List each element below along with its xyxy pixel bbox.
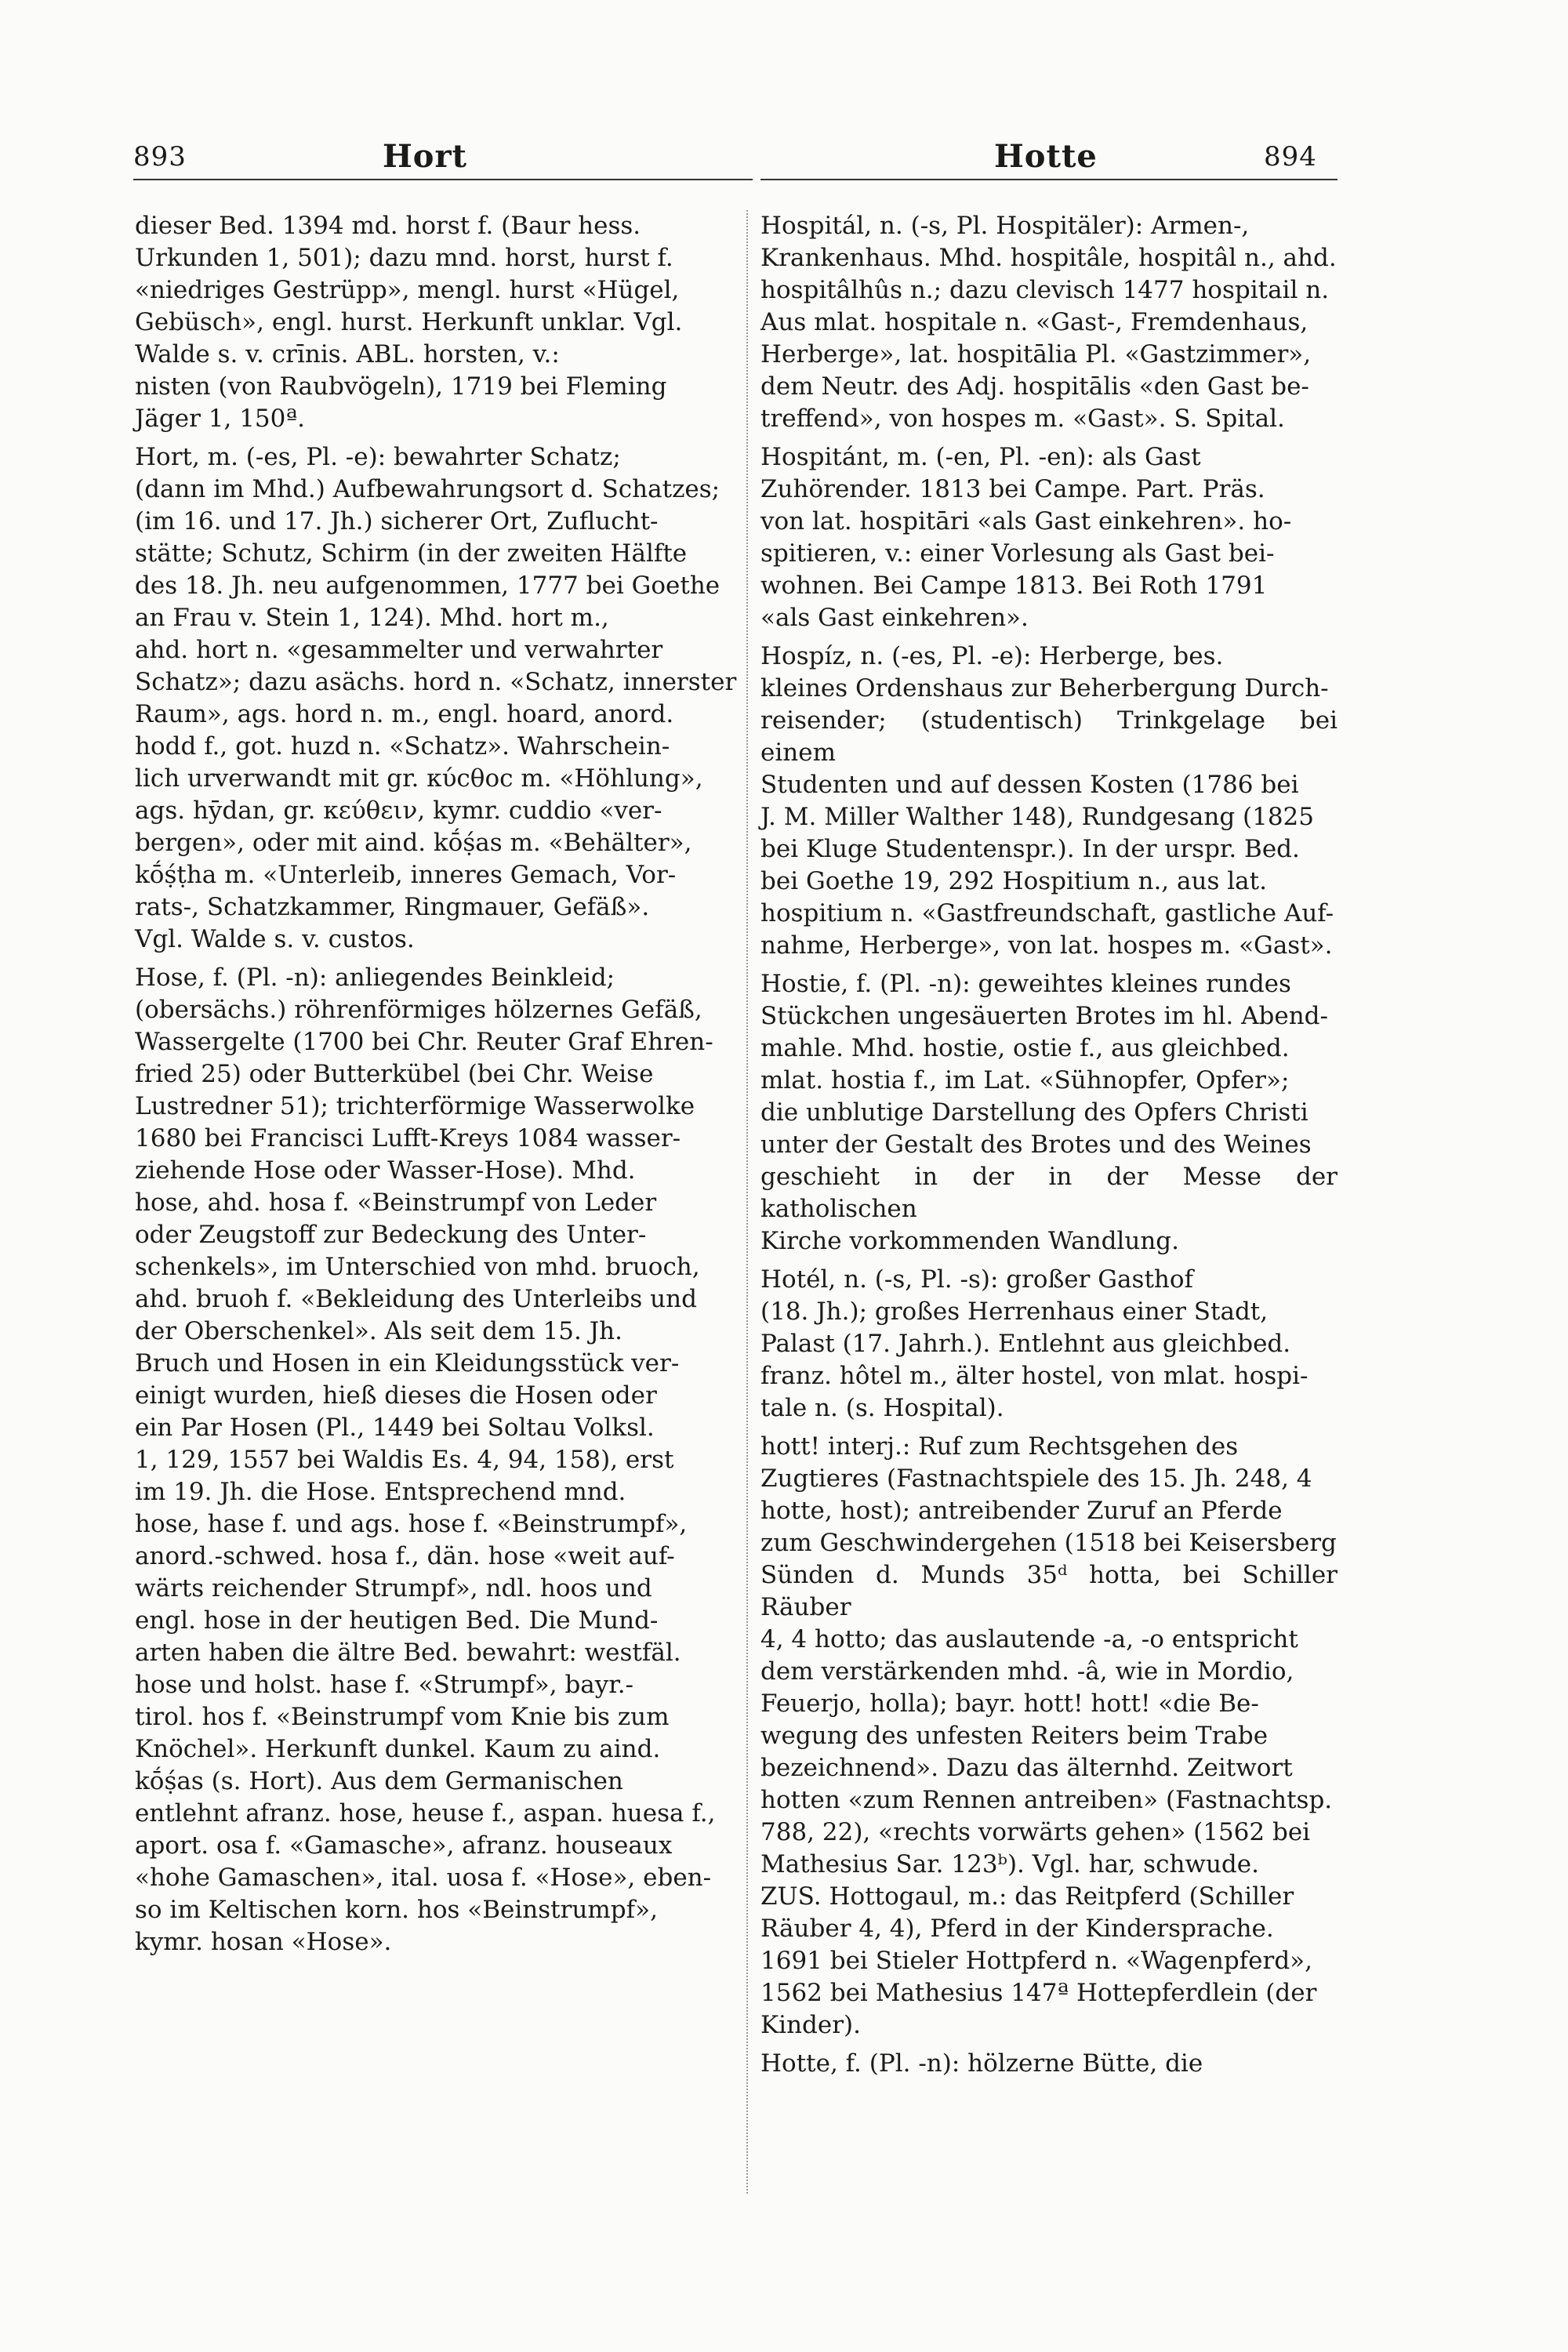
column-divider — [746, 210, 748, 2194]
entry-hospitant: Hospitánt, m. (-en, Pl. -en): als Gast Zuhörender. 1813 bei Campe. Part. Präs. von lat. hospitāri «als Gast einkehren». ho- spitieren, v.: einer Vorlesung als Gast bei- wohnen. Bei Campe 1813. Bei Roth 1791 «als Gast einkehren». — [760, 443, 1292, 632]
entry-hospital: Hospitál, n. (-s, Pl. Hospitäler): Armen-, Krankenhaus. Mhd. hospitâle, hospitâl n., ahd. hospitâlhûs n.; dazu clevisch 1477 hospitail n. Aus mlat. hospitale n. «Gast-, Fremdenhaus, Herberge», lat. hospitālia Pl. «Gastzimmer», dem Neutr. des Adj. hospitālis «den Gast be- treffend», von hospes m. «Gast». S. Spital. — [760, 212, 1337, 433]
page-number-left: 893 — [133, 141, 187, 172]
entry-hospiz: Hospíz, n. (-es, Pl. -e): Herberge, bes. kleines Ordenshaus zur Beherbergung Durch- reisender; (studentisch) Trinkgelage bei einem Studenten und auf dessen Kosten (1786 bei J. M. Miller Walther 148), Rundgesang (1825 bei Kluge Studentenspr.). In der urspr. Bed. bei Goethe 19, 292 Hospitium n., aus lat. hospitium n. «Gastfreundschaft, gastliche Auf- nahme, Herberge», von lat. hospes m. «Gast». — [760, 642, 1338, 960]
entry-hott: hott! interj.: Ruf zum Rechtsgehen des Zugtieres (Fastnachtspiele des 15. Jh. 248, 4 hotte, host); antreibender Zuruf an Pferde zum Geschwindergehen (1518 bei Keisersberg Sünden d. Munds 35ᵈ hotta, bei Schiller Räuber 4, 4 hotto; das auslautende -a, -o entspricht dem verstärkenden mhd. -â, wie in Mordio, Feuerjo, holla); bayr. hott! hott! «die Be- wegung des unfesten Reiters beim Trabe bezeichnend». Dazu das älternhd. Zeitwort hotten «zum Rennen antreiben» (Fastnachtsp. 788, 22), «rechts vorwärts gehen» (1562 bei Mathesius Sar. 123ᵇ). Vgl. har, schwude. ZUS. Hottogaul, m.: das Reitpferd (Schiller Räuber 4, 4), Pferd in der Kindersprache. 1691 bei Stieler Hottpferd n. «Wagenpferd», 1562 bei Mathesius 147ª Hottepferdlein (der Kinder). — [760, 1432, 1338, 2039]
page-number-right: 894 — [1264, 141, 1317, 172]
header-rule-right — [760, 179, 1338, 180]
entry-hort: Hort, m. (-es, Pl. -e): bewahrter Schatz; (dann im Mhd.) Aufbewahrungsort d. Schatzes; (im 16. und 17. Jh.) sicherer Ort, Zuflucht- stätte; Schutz, Schirm (in der zweiten Hälfte des 18. Jh. neu aufgenommen, 1777 bei Goethe an Frau v. Stein 1, 124). Mhd. hort m., ahd. hort n. «gesammelter und verwahrter Schatz»; dazu asächs. hord n. «Schatz, innerster Raum», ags. hord n. m., engl. hoard, anord. hodd f., got. huzd n. «Schatz». Wahrschein- lich urverwandt mit gr. κύϲθοϲ m. «Höhlung», ags. hȳdan, gr. κεύθειν, kymr. cuddio «ver- bergen», oder mit aind. kṓṣ́as m. «Behälter», kṓṣ́ṭha m. «Unterleib, inneres Gemach, Vor- rats-, Schatzkammer, Ringmauer, Gefäß». Vgl. Walde s. v. custos. — [135, 443, 737, 953]
running-head-left: Hort — [383, 138, 468, 175]
running-head-right: Hotte — [994, 138, 1098, 175]
entry-horst-continuation: dieser Bed. 1394 md. horst f. (Baur hess. Urkunden 1, 501); dazu mnd. horst, hurst f. «niedriges Gestrüpp», mengl. hurst «Hügel, Gebüsch», engl. hurst. Herkunft unklar. Vgl. Walde s. v. crīnis. ABL. horsten, v.: nisten (von Raubvögeln), 1719 bei Fleming Jäger 1, 150ª. — [135, 212, 683, 433]
header-rule-left — [133, 179, 753, 180]
left-column — [135, 210, 739, 1958]
entry-hotel: Hotél, n. (-s, Pl. -s): großer Gasthof (18. Jh.); großes Herrenhaus einer Stadt, Palast (17. Jahrh.). Entlehnt aus gleichbed. franz. hôtel m., älter hostel, von mlat. hospi- tale n. (s. Hospital). — [760, 1265, 1308, 1422]
entry-hose: Hose, f. (Pl. -n): anliegendes Beinkleid; (obersächs.) röhrenförmiges hölzernes Gefäß, Wassergelte (1700 bei Chr. Reuter Graf Ehren- fried 25) oder Butterkübel (bei Chr. Weise Lustredner 51); trichterförmige Wasserwolke 1680 bei Francisci Lufft-Kreys 1084 wasser- ziehende Hose oder Wasser-Hose). Mhd. hose, ahd. hosa f. «Beinstrumpf von Leder oder Zeugstoff zur Bedeckung des Unter- schenkels», im Unterschied von mhd. bruoch, ahd. bruoh f. «Bekleidung des Unterleibs und der Oberschenkel». Als seit dem 15. Jh. Bruch und Hosen in ein Kleidungsstück ver- einigt wurden, hieß dieses die Hosen oder ein Par Hosen (Pl., 1449 bei Soltau Volksl. 1, 129, 1557 bei Waldis Es. 4, 94, 158), erst im 19. Jh. die Hose. Entsprechend mnd. hose, hase f. und ags. hose f. «Beinstrumpf», anord.-schwed. hosa f., dän. hose «weit auf- wärts reichender Strumpf», ndl. hoos und engl. hose in der heutigen Bed. Die Mund- arten haben die ältre Bed. bewahrt: westfäl. hose und holst. hase f. «Strumpf», bayr.- tirol. hos f. «Beinstrumpf vom Knie bis zum Knöchel». Herkunft dunkel. Kaum zu aind. kṓṣ́as (s. Hort). Aus dem Germanischen entlehnt afranz. hose, heuse f., aspan. huesa f., aport. osa f. «Gamasche», afranz. houseaux «hohe Gamaschen», ital. uosa f. «Hose», eben- so im Keltischen korn. hos «Beinstrumpf», kymr. hosan «Hose». — [135, 964, 716, 1956]
right-column — [760, 210, 1338, 2080]
entry-hotte: Hotte, f. (Pl. -n): hölzerne Bütte, die — [760, 2049, 1203, 2078]
entry-hostie: Hostie, f. (Pl. -n): geweihtes kleines rundes Stückchen ungesäuerten Brotes im hl. Abend- mahle. Mhd. hostie, ostie f., aus gleichbed. mlat. hostia f., im Lat. «Sühnopfer, Opfer»; die unblutige Darstellung des Opfers Christi unter der Gestalt des Brotes und des Weines geschieht in der in der Messe der katholischen Kirche vorkommenden Wandlung. — [760, 970, 1338, 1255]
